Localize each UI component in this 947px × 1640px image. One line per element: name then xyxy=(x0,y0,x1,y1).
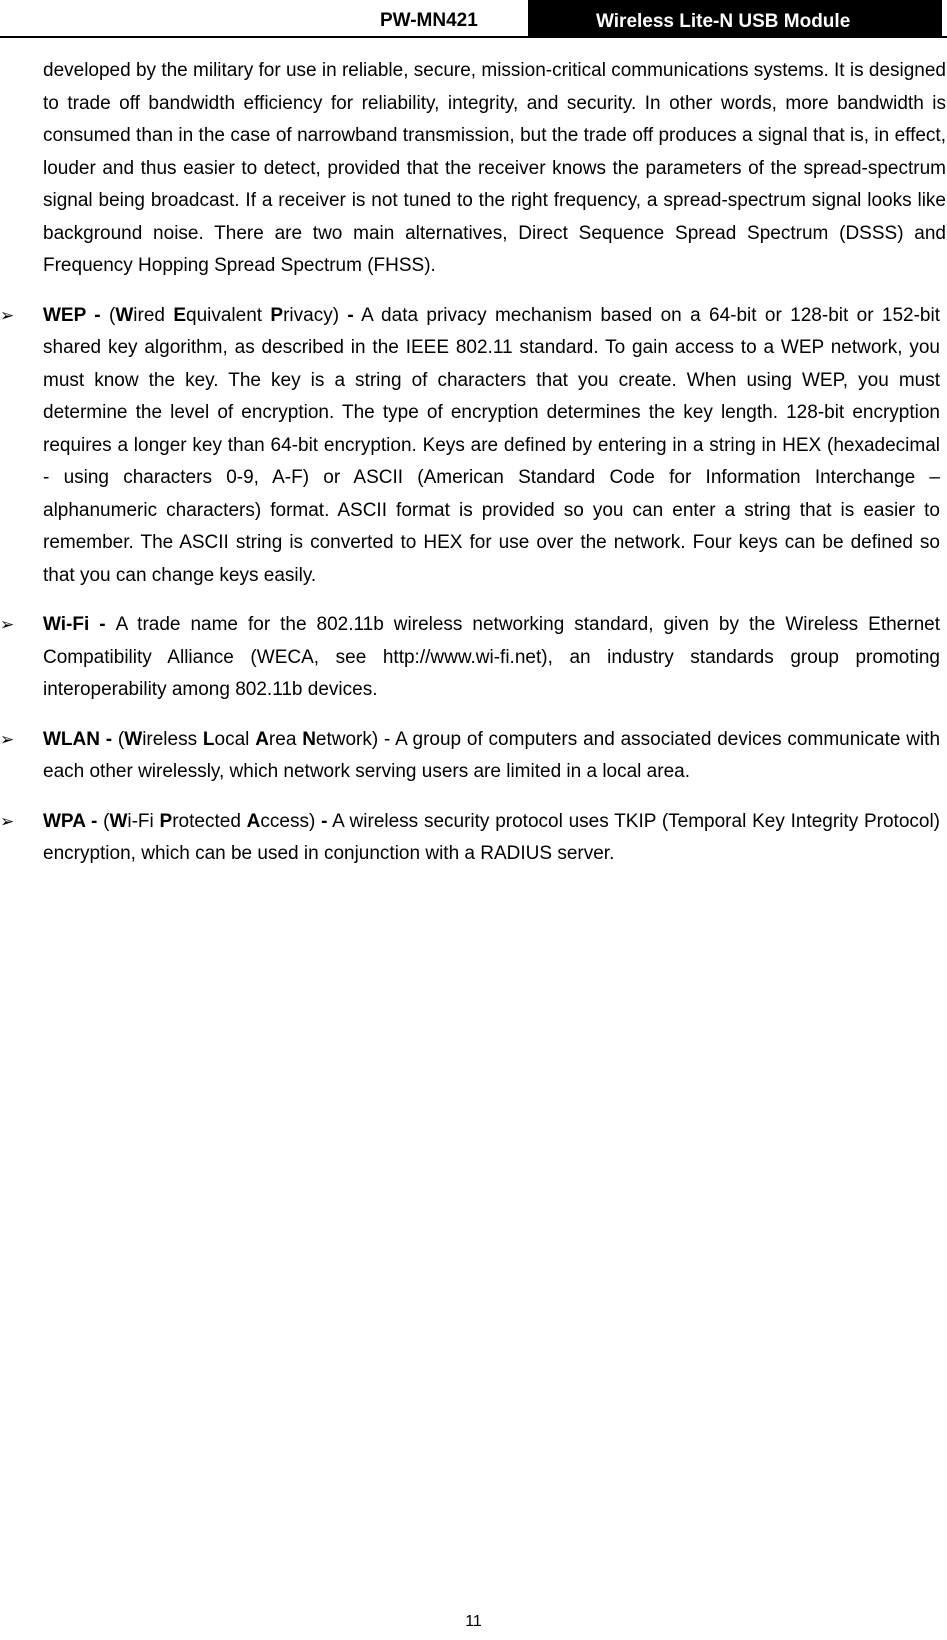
bold-term-text: P xyxy=(159,810,173,832)
bold-term-text: WEP - xyxy=(43,304,109,326)
page-number: 11 xyxy=(465,1613,482,1630)
glossary-text xyxy=(43,811,940,865)
arrow-bullet-icon: ➢ xyxy=(0,305,15,325)
body-text: etwork) - A group of computers and associated devices communicate with each other wirelessly, which network serving users are limited in a local area. xyxy=(43,728,941,782)
bold-term-text: - xyxy=(347,304,354,326)
intro-paragraph: developed by the military for use in reliable, secure, mission-critical communications systems. It is designed to trade off bandwidth efficiency for reliability, integrity, and security. In other words, more bandwidth is consumed than in the case of narrowband transmission, but the trade off produces a signal that is, in effect, louder and thus easier to detect, provided that the receiver knows the parameters of the spread-spectrum signal being broadcast. If a receiver is not tuned to the right frequency, a spread-spectrum signal looks like background noise. There are two main alternatives, Direct Sequence Spread Spectrum (DSSS) and Frequency Hopping Spread Spectrum (FHSS). xyxy=(43,60,946,276)
header-product-name: Wireless Lite-N USB Module xyxy=(528,0,942,36)
glossary-item-wlan xyxy=(0,724,941,789)
bold-term-text: A xyxy=(246,810,261,832)
bold-term-text: W xyxy=(124,728,143,750)
bold-term-text: A xyxy=(255,728,269,750)
body-text: rotected xyxy=(172,810,247,832)
body-text: ( xyxy=(103,810,110,832)
arrow-bullet-icon: ➢ xyxy=(0,729,15,749)
bold-term-text: L xyxy=(202,728,215,750)
bold-term-text: E xyxy=(173,304,186,326)
glossary-item-wifi xyxy=(0,609,940,707)
glossary-item-wpa xyxy=(0,806,940,871)
body-text: quivalent xyxy=(186,304,271,326)
bold-term-text: W xyxy=(115,304,134,326)
glossary-item-wep xyxy=(0,300,940,593)
header-model-number: PW-MN421 xyxy=(380,10,478,31)
body-text: ( xyxy=(117,728,125,750)
body-text: A wireless security protocol uses TKIP (Temporal Key Integrity Protocol) encryption, which can be used in conjunction with a RADIUS server. xyxy=(43,810,940,864)
bold-term-text: WPA - xyxy=(43,810,104,832)
body-text: ( xyxy=(109,304,116,326)
body-text: ired xyxy=(133,304,174,326)
page-content xyxy=(0,55,946,871)
body-text: A trade name for the 802.11b wireless networking standard, given by the Wireless Ethernet Compatibility Alliance (WECA, see http://www.wi-fi.net), an industry standards group promoting interoperability among 802.11b devices. xyxy=(43,614,940,700)
bold-term-text: Wi-Fi - xyxy=(43,614,116,635)
header-rule xyxy=(0,36,947,38)
body-text: A data privacy mechanism based on a 64-bit or 128-bit or 152-bit shared key algorithm, as described in the IEEE 802.11 standard. To gain access to a WEP network, you must know the key. The key is a string of characters that you create. When using WEP, you must determine the level of encryption. The type of encryption determines the key length. 128-bit encryption requires a longer key than 64-bit encryption. Keys are defined by entering in a string in HEX (hexadecimal - using characters 0-9, A-F) or ASCII (American Standard Code for Information Interchange – alphanumeric characters) format. ASCII format is provided so you can enter a string that is easier to remember. The ASCII string is converted to HEX for use over the network. Four keys can be defined so that you can change keys easily. xyxy=(43,304,940,586)
page-header xyxy=(0,0,947,38)
arrow-bullet-icon: ➢ xyxy=(0,811,15,831)
body-text: rivacy) xyxy=(283,304,348,326)
body-text: i-Fi xyxy=(127,810,160,832)
arrow-bullet-icon: ➢ xyxy=(0,615,15,634)
body-text: ocal xyxy=(214,728,256,750)
glossary-text xyxy=(43,614,940,700)
body-text: ccess) xyxy=(260,810,322,832)
bold-term-text: N xyxy=(302,728,316,750)
glossary-text xyxy=(43,305,940,586)
bold-term-text: P xyxy=(270,304,284,326)
bold-term-text: WLAN - xyxy=(43,728,118,750)
body-text: ireless xyxy=(142,728,203,750)
glossary-text xyxy=(43,729,940,783)
bold-term-text: - xyxy=(321,810,328,832)
body-text: rea xyxy=(268,728,303,750)
bold-term-text: W xyxy=(109,810,128,832)
